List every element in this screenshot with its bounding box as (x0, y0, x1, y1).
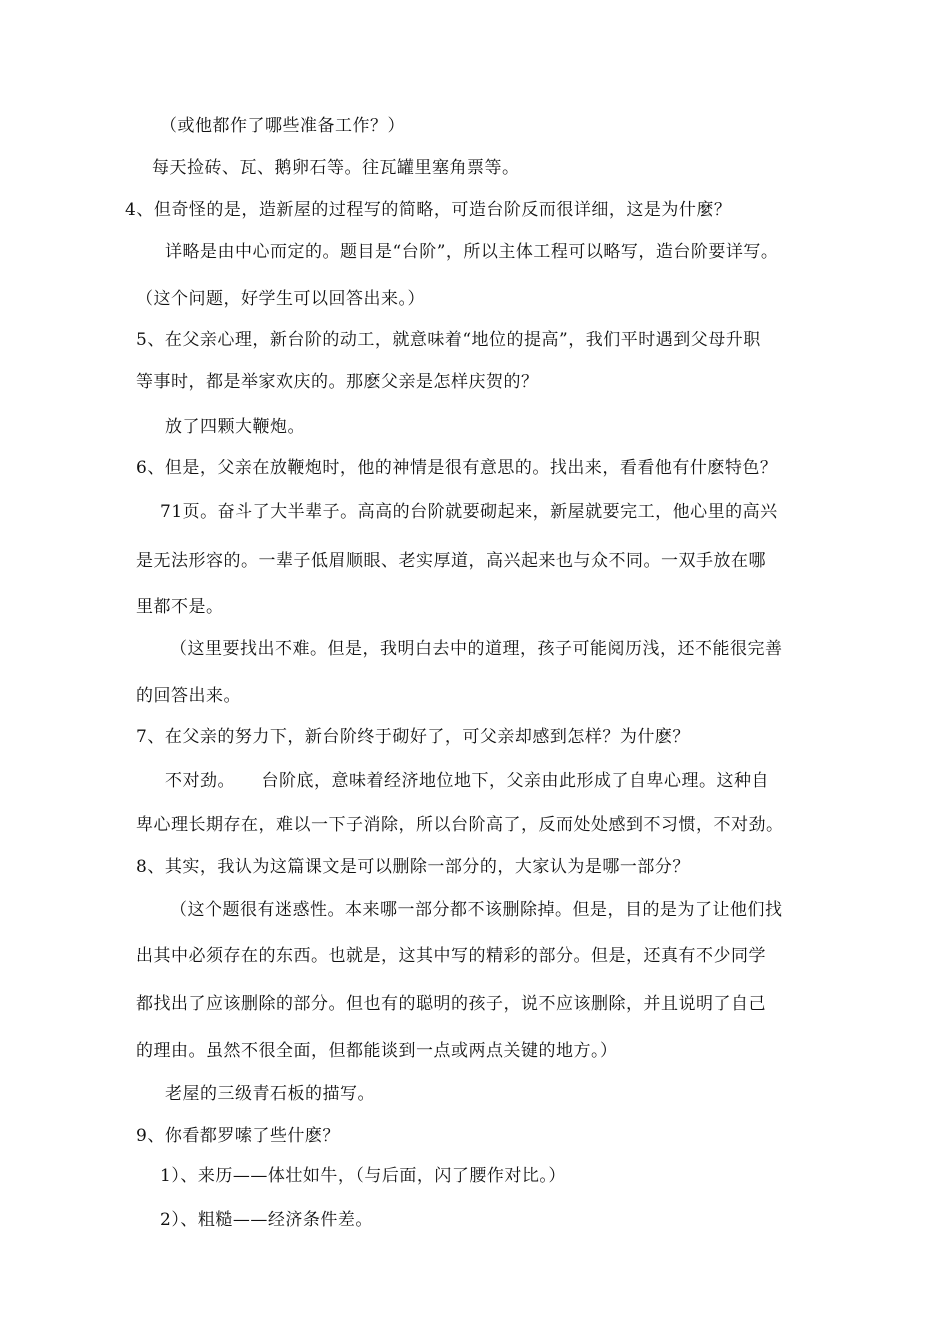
note-8: （这个题很有迷惑性。本来哪一部分都不该删除掉。但是，目的是为了让他们找 (170, 900, 783, 920)
note-8-cont-2: 都找出了应该删除的部分。但也有的聪明的孩子，说不应该删除，并且说明了自己 (136, 994, 766, 1014)
note-8-cont-1: 出其中必须存在的东西。也就是，这其中写的精彩的部分。但是，还真有不少同学 (136, 946, 766, 966)
text-line-2: 每天捡砖、瓦、鹅卵石等。往瓦罐里塞角票等。 (152, 158, 520, 178)
answer-5: 放了四颗大鞭炮。 (165, 417, 305, 437)
text-line-1: （或他都作了哪些准备工作？） (160, 116, 405, 136)
note-6: （这里要找出不难。但是，我明白去中的道理，孩子可能阅历浅，还不能很完善 (170, 639, 783, 659)
question-6: 6、但是，父亲在放鞭炮时，他的神情是很有意思的。找出来，看看他有什麽特色？ (136, 458, 778, 478)
question-8: 8、其实，我认为这篇课文是可以删除一部分的，大家认为是哪一部分？ (136, 857, 690, 877)
answer-6-cont-1: 是无法形容的。一辈子低眉顺眼、老实厚道，高兴起来也与众不同。一双手放在哪 (136, 551, 766, 571)
answer-6-cont-2: 里都不是。 (136, 597, 224, 617)
question-4: 4、但奇怪的是，造新屋的过程写的简略，可造台阶反而很详细，这是为什麼？ (125, 200, 732, 220)
answer-7: 不对劲。 台阶底，意味着经济地位地下，父亲由此形成了自卑心理。这种自 (165, 771, 769, 791)
note-4: （这个问题，好学生可以回答出来。） (136, 289, 425, 309)
answer-9-item-1: 1）、来历——体壮如牛，（与后面，闪了腰作对比。） (160, 1166, 566, 1186)
question-9: 9、你看都罗嗦了些什麽？ (136, 1126, 340, 1146)
question-5: 5、在父亲心理，新台阶的动工，就意味着“地位的提高”，我们平时遇到父母升职 (136, 330, 761, 350)
note-8-cont-3: 的理由。虽然不很全面，但都能谈到一点或两点关键的地方。） (136, 1041, 618, 1061)
answer-7-cont: 卑心理长期存在，难以一下子消除，所以台阶高了，反而处处感到不习惯，不对劲。 (136, 815, 784, 835)
question-7: 7、在父亲的努力下，新台阶终于砌好了，可父亲却感到怎样？为什麽？ (136, 727, 690, 747)
note-6-cont: 的回答出来。 (136, 686, 241, 706)
answer-9-item-2: 2）、粗糙——经济条件差。 (160, 1210, 373, 1230)
question-5-cont: 等事时，都是举家欢庆的。那麽父亲是怎样庆贺的？ (136, 372, 539, 392)
answer-4: 详略是由中心而定的。题目是“台阶”，所以主体工程可以略写，造台阶要详写。 (165, 242, 779, 262)
answer-8: 老屋的三级青石板的描写。 (165, 1084, 375, 1104)
answer-6: 71页。奋斗了大半辈子。高高的台阶就要砌起来，新屋就要完工，他心里的高兴 (160, 502, 778, 522)
